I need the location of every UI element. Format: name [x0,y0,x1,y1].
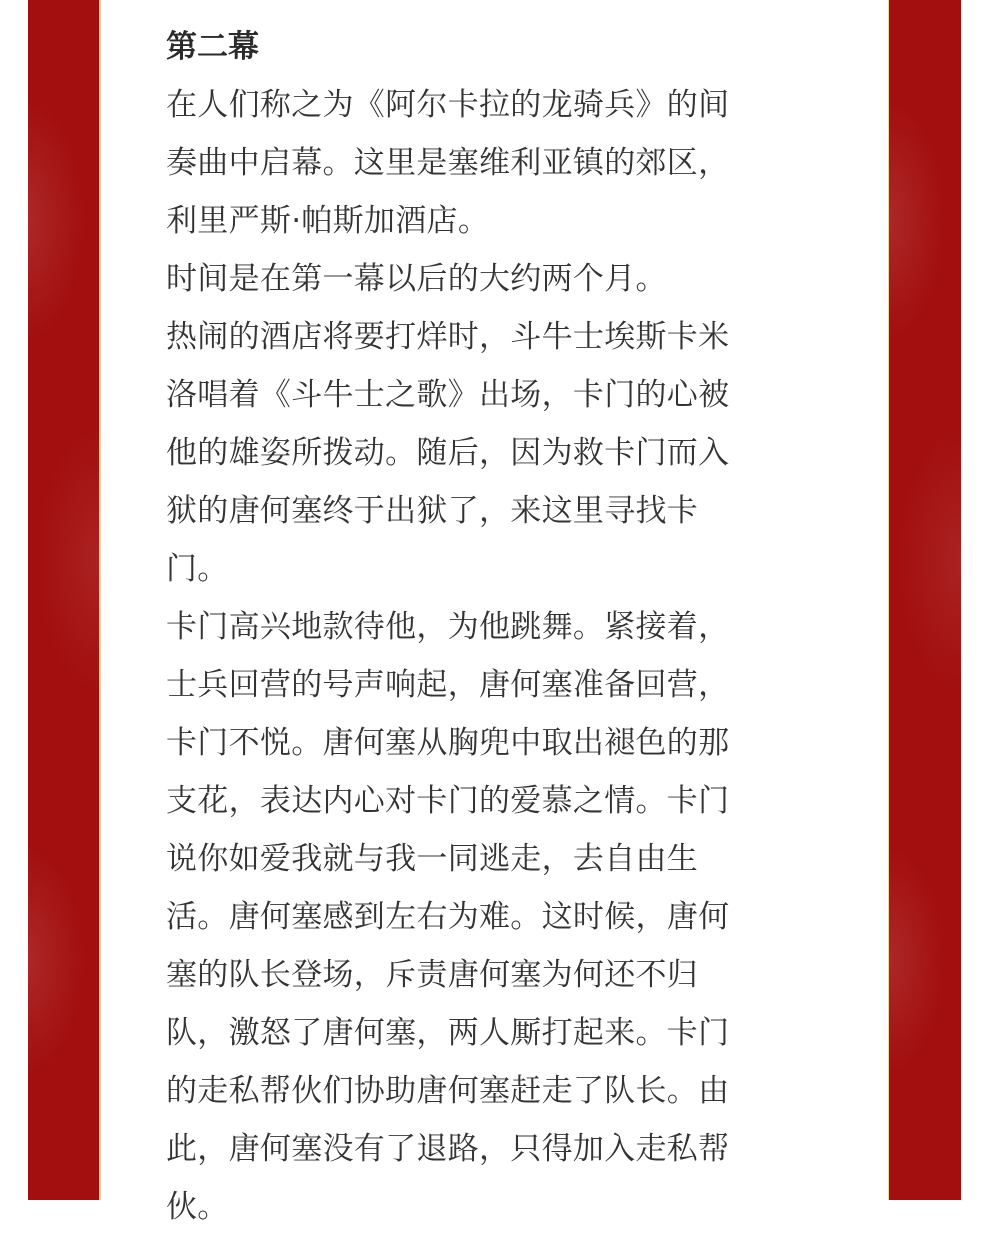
text-line: 他的雄姿所拨动。随后，因为救卡门而入 [166,435,730,471]
text-line: 的走私帮伙们协助唐何塞赶走了队长。由 [166,1073,730,1109]
text-line: 洛唱着《斗牛士之歌》出场，卡门的心被 [166,377,730,413]
text-line: 时间是在第一幕以后的大约两个月。 [166,261,667,297]
text-line: 卡门不悦。唐何塞从胸兜中取出褪色的那 [166,725,730,761]
left-red-border [28,0,100,1200]
right-red-border [889,0,961,1200]
text-line: 狱的唐何塞终于出狱了，来这里寻找卡 [166,493,699,529]
text-line: 门。 [166,551,229,587]
text-line: 此，唐何塞没有了退路，只得加入走私帮 [166,1131,730,1167]
text-line: 士兵回营的号声响起，唐何塞准备回营， [166,667,730,703]
act-heading: 第二幕 [166,29,259,65]
text-line: 塞的队长登场，斥责唐何塞为何还不归 [166,957,699,993]
text-line: 利里严斯·帕斯加酒店。 [166,203,490,239]
text-line: 支花，表达内心对卡门的爱慕之情。卡门 [166,783,730,819]
text-line: 活。唐何塞感到左右为难。这时候，唐何 [166,899,730,935]
text-line: 伙。 [166,1189,229,1225]
text-line: 奏曲中启幕。这里是塞维利亚镇的郊区， [166,145,730,181]
text-line: 在人们称之为《阿尔卡拉的龙骑兵》的间 [166,87,730,123]
text-line: 队，激怒了唐何塞，两人厮打起来。卡门 [166,1015,730,1051]
text-line: 说你如爱我就与我一同逃走，去自由生 [166,841,699,877]
text-line: 卡门高兴地款待他，为他跳舞。紧接着， [166,609,730,645]
article-content [166,18,828,1236]
text-line: 热闹的酒店将要打烊时，斗牛士埃斯卡米 [166,319,730,355]
